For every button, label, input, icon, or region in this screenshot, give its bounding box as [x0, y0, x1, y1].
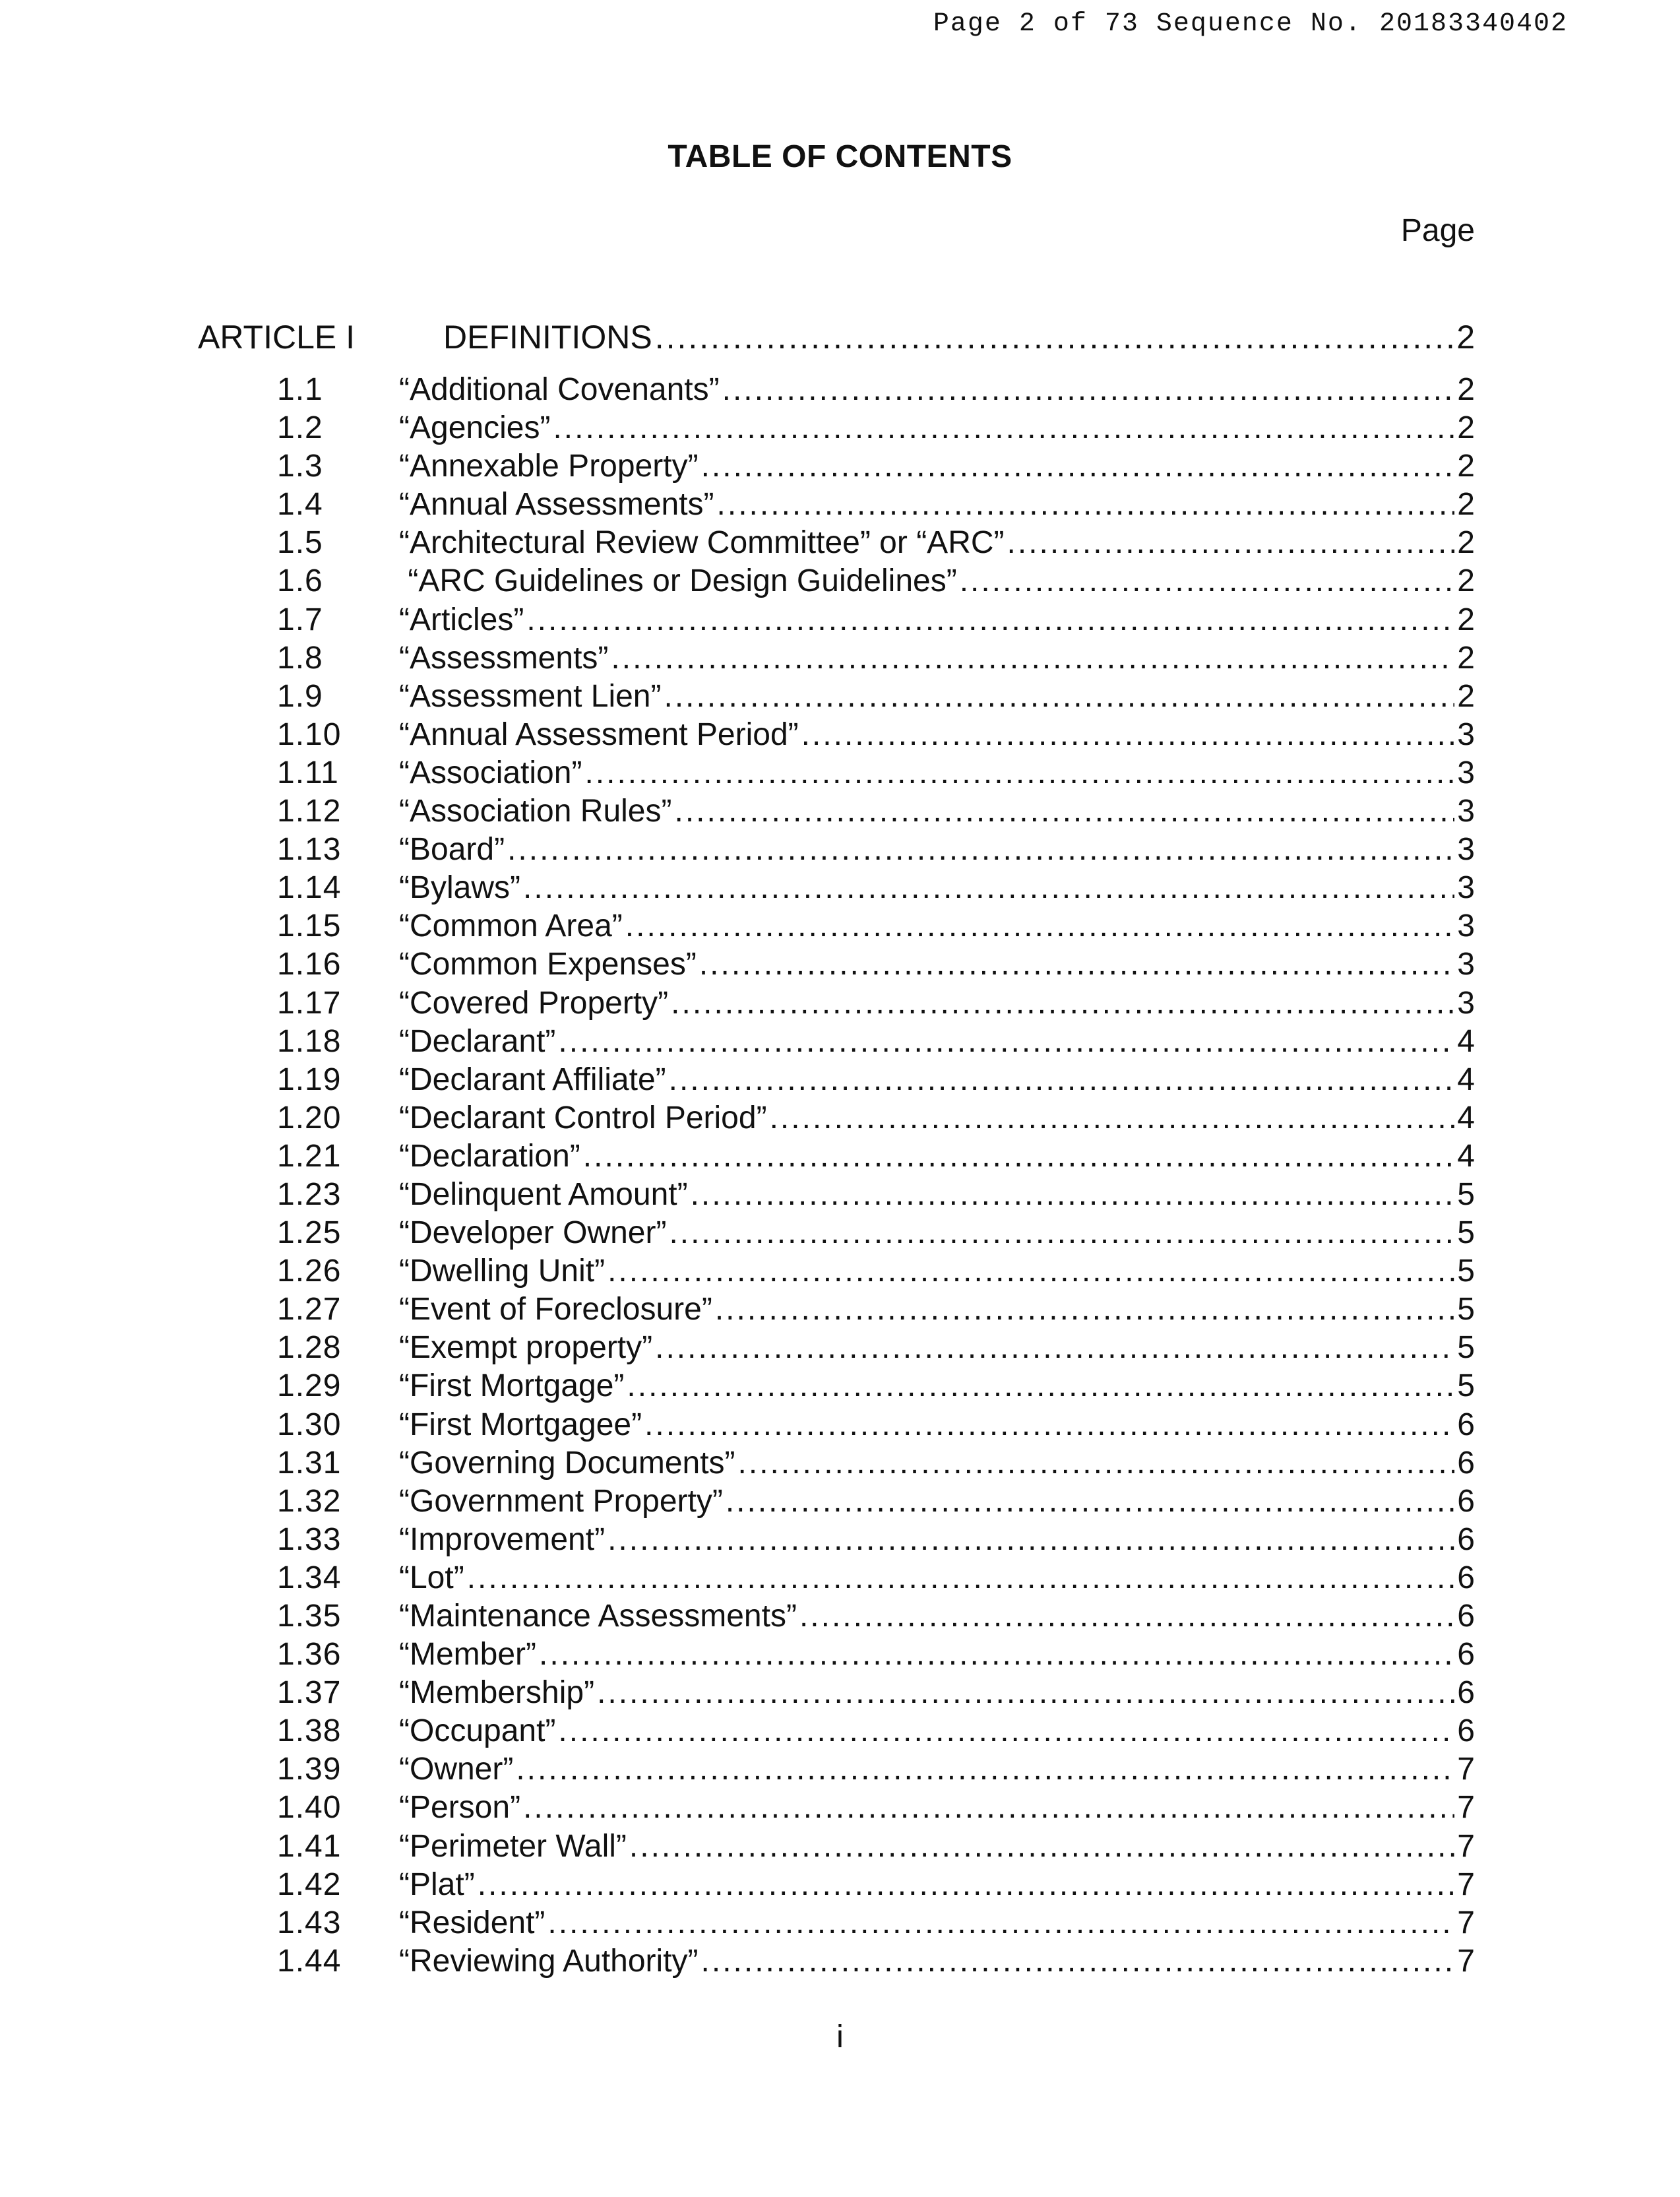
entry-title: “Governing Documents” [399, 1445, 735, 1481]
toc-entry [277, 1406, 1475, 1444]
entry-number: 1.13 [277, 832, 342, 868]
toc-article-row [198, 318, 1475, 360]
entry-title: “Common Expenses” [399, 947, 697, 982]
toc-entry [277, 792, 1475, 831]
entry-title: “Declarant” [399, 1023, 556, 1059]
entry-page-number: 5 [1457, 1254, 1475, 1289]
dot-leader [597, 1674, 1454, 1712]
toc-entry [277, 1559, 1475, 1597]
entry-page-number: 2 [1457, 525, 1475, 561]
dot-leader [583, 1137, 1455, 1176]
toc-entry-list [277, 371, 1475, 1981]
dot-leader [526, 601, 1454, 639]
entry-number: 1.44 [277, 1943, 342, 1979]
entry-page-number: 2 [1457, 449, 1475, 484]
entry-number: 1.43 [277, 1905, 342, 1940]
article-title: DEFINITIONS [443, 319, 652, 356]
dot-leader [669, 1214, 1454, 1252]
dot-leader [960, 562, 1455, 600]
entry-title: “Plat” [399, 1866, 475, 1902]
entry-number: 1.25 [277, 1215, 342, 1251]
toc-entry [277, 371, 1475, 409]
toc-entry [277, 1099, 1475, 1137]
dot-leader [629, 1828, 1454, 1866]
entry-number: 1.2 [277, 410, 323, 446]
dot-leader [553, 409, 1454, 447]
entry-page-number: 2 [1457, 487, 1475, 523]
toc-entry [277, 1942, 1475, 1981]
toc-entry [277, 1521, 1475, 1559]
toc-entry [277, 1674, 1475, 1712]
entry-title: “Articles” [399, 602, 524, 637]
entry-number: 1.19 [277, 1062, 342, 1097]
entry-number: 1.17 [277, 985, 342, 1021]
entry-page-number: 3 [1457, 832, 1475, 868]
entry-number: 1.20 [277, 1100, 342, 1135]
toc-entry [277, 1750, 1475, 1789]
entry-title: “Agencies” [399, 410, 551, 446]
entry-page-number: 3 [1457, 908, 1475, 944]
toc-entry [277, 447, 1475, 486]
dot-leader [627, 1367, 1454, 1405]
entry-page-number: 2 [1457, 678, 1475, 714]
entry-number: 1.15 [277, 908, 342, 944]
dot-leader [558, 1712, 1454, 1750]
entry-number: 1.31 [277, 1445, 342, 1481]
entry-number: 1.29 [277, 1368, 342, 1404]
entry-page-number: 6 [1457, 1713, 1475, 1749]
entry-title: “Declarant Affiliate” [399, 1062, 666, 1097]
toc-entry [277, 1176, 1475, 1214]
entry-title: “Annexable Property” [399, 449, 699, 484]
entry-title: “Annual Assessment Period” [399, 716, 799, 752]
entry-number: 1.30 [277, 1407, 342, 1442]
toc-entry [277, 1290, 1475, 1329]
toc-entry [277, 754, 1475, 792]
dot-leader [1007, 524, 1455, 562]
entry-page-number: 6 [1457, 1445, 1475, 1481]
toc-entry [277, 1866, 1475, 1904]
entry-page-number: 3 [1457, 947, 1475, 982]
toc-entry [277, 601, 1475, 639]
entry-number: 1.9 [277, 678, 323, 714]
entry-page-number: 5 [1457, 1176, 1475, 1212]
entry-number: 1.38 [277, 1713, 342, 1749]
dot-leader [655, 1329, 1454, 1367]
dot-leader [516, 1750, 1454, 1789]
toc-entry [277, 639, 1475, 678]
entry-title: “Architectural Review Committee” or “ARC” [399, 525, 1005, 561]
entry-number: 1.40 [277, 1790, 342, 1826]
dot-leader [625, 907, 1455, 945]
entry-title: “Assessments” [399, 640, 609, 676]
entry-number: 1.14 [277, 870, 342, 906]
dot-leader [644, 1406, 1454, 1444]
entry-title: “Member” [399, 1637, 537, 1672]
entry-number: 1.11 [277, 755, 339, 790]
entry-title: “Government Property” [399, 1483, 723, 1519]
entry-page-number: 3 [1457, 985, 1475, 1021]
entry-page-number: 6 [1457, 1675, 1475, 1711]
entry-title: “Annual Assessments” [399, 487, 714, 523]
entry-title: “First Mortgage” [399, 1368, 625, 1404]
entry-page-number: 3 [1457, 870, 1475, 906]
entry-number: 1.18 [277, 1023, 342, 1059]
dot-leader [523, 869, 1454, 907]
entry-page-number: 7 [1457, 1828, 1475, 1864]
entry-number: 1.33 [277, 1521, 342, 1557]
page-column-label: Page [1400, 213, 1475, 248]
entry-number: 1.21 [277, 1138, 342, 1174]
entry-number: 1.3 [277, 449, 323, 484]
entry-page-number: 2 [1457, 410, 1475, 446]
entry-page-number: 5 [1457, 1215, 1475, 1251]
toc-entry [277, 1636, 1475, 1674]
entry-title: “Developer Owner” [399, 1215, 667, 1251]
entry-page-number: 2 [1457, 640, 1475, 676]
toc-entry [277, 1789, 1475, 1827]
entry-title: “Assessment Lien” [399, 678, 662, 714]
dot-leader [699, 945, 1454, 984]
entry-number: 1.12 [277, 794, 342, 829]
toc-entry [277, 1482, 1475, 1521]
entry-number: 1.10 [277, 716, 342, 752]
entry-page-number: 7 [1457, 1866, 1475, 1902]
entry-number: 1.32 [277, 1483, 342, 1519]
dot-leader [664, 678, 1454, 716]
toc-entry [277, 907, 1475, 945]
dot-leader [722, 371, 1455, 409]
dot-leader [701, 447, 1455, 486]
entry-page-number: 4 [1457, 1100, 1475, 1135]
document-sequence-stamp: Page 2 of 73 Sequence No. 20183340402 [933, 9, 1568, 39]
entry-title: “Lot” [399, 1560, 464, 1595]
toc-entry [277, 562, 1475, 600]
dot-leader [478, 1866, 1455, 1904]
entry-page-number: 7 [1457, 1943, 1475, 1979]
entry-number: 1.35 [277, 1599, 342, 1634]
entry-number: 1.27 [277, 1292, 342, 1327]
entry-page-number: 3 [1457, 755, 1475, 790]
entry-title: “Membership” [399, 1675, 595, 1711]
toc-entry [277, 831, 1475, 869]
entry-number: 1.42 [277, 1866, 342, 1902]
entry-number: 1.41 [277, 1828, 342, 1864]
toc-entry [277, 678, 1475, 716]
entry-number: 1.26 [277, 1254, 342, 1289]
entry-number: 1.4 [277, 487, 323, 523]
dot-leader [671, 984, 1454, 1023]
entry-title: “Perimeter Wall” [399, 1828, 627, 1864]
dot-leader [726, 1482, 1454, 1521]
toc-entry [277, 1137, 1475, 1176]
entry-number: 1.6 [277, 563, 323, 599]
entry-number: 1.34 [277, 1560, 342, 1595]
dot-leader [584, 754, 1454, 792]
toc-entry [277, 409, 1475, 447]
dot-leader [607, 1521, 1454, 1559]
entry-title: “Association” [399, 755, 582, 790]
toc-entry [277, 1214, 1475, 1252]
toc-entry [277, 486, 1475, 524]
entry-page-number: 4 [1457, 1062, 1475, 1097]
toc-entry [277, 945, 1475, 984]
entry-page-number: 6 [1457, 1407, 1475, 1442]
entry-title: “Dwelling Unit” [399, 1254, 606, 1289]
entry-page-number: 2 [1457, 602, 1475, 637]
toc-entry [277, 1252, 1475, 1290]
entry-page-number: 2 [1457, 563, 1475, 599]
dot-leader [801, 716, 1455, 754]
toc-entry [277, 869, 1475, 907]
dot-leader [717, 486, 1455, 524]
dot-leader [611, 639, 1454, 678]
entry-page-number: 6 [1457, 1560, 1475, 1595]
entry-title: “Covered Property” [399, 985, 669, 1021]
dot-leader [799, 1597, 1454, 1636]
toc-entry [277, 1828, 1475, 1866]
dot-leader [669, 1061, 1455, 1099]
entry-number: 1.8 [277, 640, 323, 676]
toc-entry [277, 1444, 1475, 1482]
dot-leader [738, 1444, 1455, 1482]
entry-number: 1.5 [277, 525, 323, 561]
toc-entry [277, 1367, 1475, 1405]
dot-leader [715, 1290, 1454, 1329]
page-footer-number: i [836, 2020, 844, 2054]
dot-leader [467, 1559, 1455, 1597]
toc-entry [277, 1712, 1475, 1750]
entry-page-number: 3 [1457, 794, 1475, 829]
toc-entry [277, 716, 1475, 754]
entry-title: “Board” [399, 832, 505, 868]
entry-title: “Occupant” [399, 1713, 556, 1749]
entry-page-number: 7 [1457, 1790, 1475, 1826]
dot-leader [674, 792, 1454, 831]
article-page-number: 2 [1456, 319, 1475, 356]
dot-leader [701, 1942, 1455, 1981]
entry-page-number: 7 [1457, 1752, 1475, 1787]
entry-page-number: 5 [1457, 1330, 1475, 1366]
toc-entry [277, 524, 1475, 562]
entry-number: 1.39 [277, 1752, 342, 1787]
entry-title: “Improvement” [399, 1521, 606, 1557]
entry-title: “Common Area” [399, 908, 623, 944]
toc-entry [277, 984, 1475, 1023]
entry-title: “Declaration” [399, 1138, 580, 1174]
toc-title: TABLE OF CONTENTS [668, 139, 1012, 174]
entry-title: “Additional Covenants” [399, 372, 720, 407]
entry-page-number: 6 [1457, 1483, 1475, 1519]
entry-page-number: 6 [1457, 1637, 1475, 1672]
dot-leader [539, 1636, 1454, 1674]
entry-page-number: 5 [1457, 1368, 1475, 1404]
entry-title: “ARC Guidelines or Design Guidelines” [399, 563, 957, 599]
dot-leader [507, 831, 1454, 869]
dot-leader [607, 1252, 1454, 1290]
dot-leader [655, 318, 1454, 356]
entry-title: “Association Rules” [399, 794, 672, 829]
entry-number: 1.37 [277, 1675, 342, 1711]
entry-title: “First Mortgagee” [399, 1407, 642, 1442]
entry-page-number: 2 [1457, 372, 1475, 407]
entry-title: “Declarant Control Period” [399, 1100, 767, 1135]
dot-leader [770, 1099, 1455, 1137]
entry-title: “Bylaws” [399, 870, 521, 906]
entry-page-number: 4 [1457, 1138, 1475, 1174]
entry-page-number: 6 [1457, 1599, 1475, 1634]
toc-entry [277, 1904, 1475, 1942]
entry-page-number: 4 [1457, 1023, 1475, 1059]
toc-entry [277, 1061, 1475, 1099]
entry-page-number: 6 [1457, 1521, 1475, 1557]
entry-page-number: 7 [1457, 1905, 1475, 1940]
entry-number: 1.16 [277, 947, 342, 982]
entry-title: “Event of Foreclosure” [399, 1292, 712, 1327]
article-label: ARTICLE I [198, 319, 356, 356]
entry-title: “Resident” [399, 1905, 545, 1940]
entry-number: 1.1 [277, 372, 323, 407]
toc-entry [277, 1597, 1475, 1636]
toc-entry [277, 1023, 1475, 1061]
entry-title: “Maintenance Assessments” [399, 1599, 797, 1634]
entry-number: 1.28 [277, 1330, 342, 1366]
entry-number: 1.7 [277, 602, 323, 637]
entry-page-number: 3 [1457, 716, 1475, 752]
entry-title: “Reviewing Authority” [399, 1943, 699, 1979]
entry-title: “Person” [399, 1790, 521, 1826]
entry-number: 1.23 [277, 1176, 342, 1212]
entry-page-number: 5 [1457, 1292, 1475, 1327]
toc-entry [277, 1329, 1475, 1367]
entry-title: “Owner” [399, 1752, 514, 1787]
dot-leader [523, 1789, 1454, 1827]
dot-leader [691, 1176, 1455, 1214]
entry-title: “Delinquent Amount” [399, 1176, 688, 1212]
dot-leader [558, 1023, 1454, 1061]
dot-leader [547, 1904, 1454, 1942]
entry-title: “Exempt property” [399, 1330, 653, 1366]
entry-number: 1.36 [277, 1637, 342, 1672]
